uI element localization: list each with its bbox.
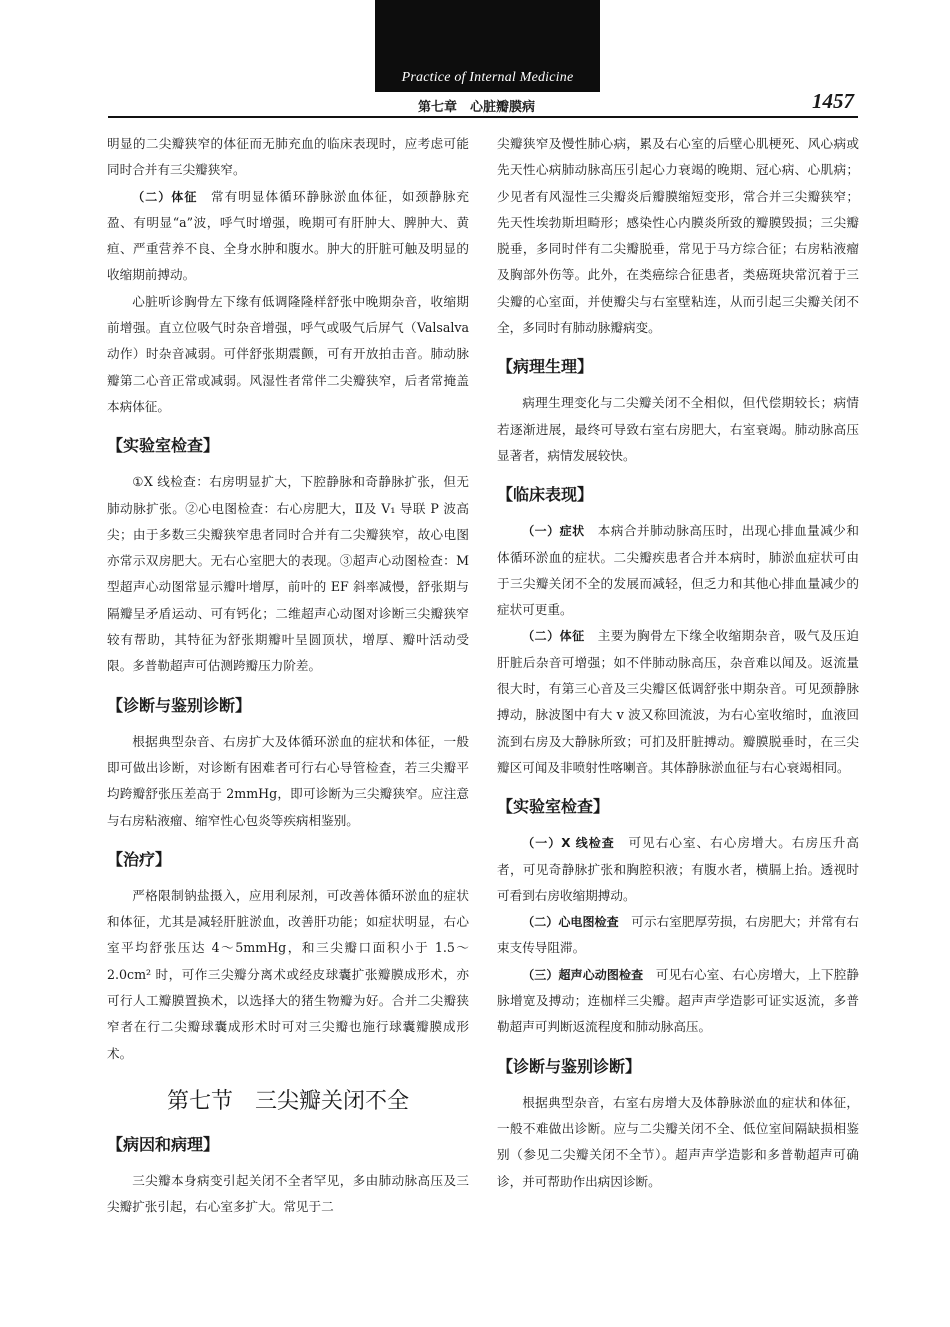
paragraph bbox=[497, 830, 859, 909]
section-title: 第七节 三尖瓣关闭不全 bbox=[166, 1088, 409, 1114]
subheading: （一）症状 bbox=[522, 524, 585, 539]
left-column bbox=[107, 131, 469, 1221]
paragraph-text: 可示右室肥厚劳损，右房肥大；并常有右束支传导阻滞。 bbox=[497, 914, 859, 956]
paragraph: 三尖瓣本身病变引起关闭不全者罕见，多由肺动脉高压及三尖瓣扩张引起，右心室多扩大。常见于二 bbox=[107, 1172, 469, 1215]
chapter-title: 第七章 心脏瓣膜病 bbox=[418, 100, 536, 115]
journal-title: Practice of Internal Medicine bbox=[401, 70, 574, 85]
section-heading: 【病因和病理】 bbox=[107, 1134, 220, 1154]
paragraph bbox=[497, 909, 859, 962]
paragraph: 根据典型杂音、右房扩大及体循环淤血的症状和体征，一般即可做出诊断，对诊断有困难者可行右心导管检查，若三尖瓣平均跨瓣舒张压差高于 2mmHg，即可诊断为三尖瓣狭窄。应注意与右房粘液瘤、缩窄性心包炎等疾病相鉴别。 bbox=[107, 733, 469, 828]
paragraph: ①X 线检查：右房明显扩大，下腔静脉和奇静脉扩张，但无肺动脉扩张。②心电图检查：右心房肥大，Ⅱ及 V₁ 导联 P 波高尖；由于多数三尖瓣狭窄患者同时合并有二尖瓣狭窄，故心电图亦常示双房肥大。无右心室肥大的表现。③超声心动图检查：M 型超声心动图常显示瓣叶增厚，前叶的 EF 斜率减慢，舒张期与隔瓣呈矛盾运动、可有钙化；二维超声心动图对诊断三尖瓣狭窄较有帮助，其特征为舒张期瓣叶呈圆顶状，增厚、瓣叶活动受限。多普勒超声可估测跨瓣压力阶差。 bbox=[107, 474, 469, 674]
paragraph bbox=[497, 518, 859, 623]
section-heading: 【治疗】 bbox=[107, 849, 172, 869]
paragraph bbox=[107, 184, 469, 289]
paragraph: 病理生理变化与二尖瓣关闭不全相似，但代偿期较长；病情若逐渐进展，最终可导致右室右房肥大，右室衰竭。肺动脉高压显著者，病情发展较快。 bbox=[497, 395, 859, 463]
section-heading: 【诊断与鉴别诊断】 bbox=[107, 695, 252, 715]
header-rule bbox=[108, 116, 858, 118]
paragraph: 明显的二尖瓣狭窄的体征而无肺充血的临床表现时，应考虑可能同时合并有三尖瓣狭窄。 bbox=[107, 136, 469, 178]
section-heading: 【实验室检查】 bbox=[497, 797, 610, 817]
paragraph: 根据典型杂音，右室右房增大及体静脉淤血的症状和体征，一般不难做出诊断。应与二尖瓣关闭不全、低位室间隔缺损相鉴别（参见二尖瓣关闭不全节）。超声声学造影和多普勒超声可确诊，并可帮助作出病因诊断。 bbox=[497, 1094, 859, 1189]
journal-banner bbox=[375, 0, 600, 92]
section-heading: 【实验室检查】 bbox=[107, 436, 220, 456]
paragraph: 尖瓣狭窄及慢性肺心病，累及右心室的后壁心肌梗死、风心病或先天性心病肺动脉高压引起心力衰竭的晚期、冠心病、心肌病；少见者有风湿性三尖瓣炎后瓣膜缩短变形，常合并三尖瓣狭窄；先天性埃勃斯坦畸形；感染性心内膜炎所致的瓣膜毁损；三尖瓣脱垂，多同时伴有二尖瓣脱垂，常见于马方综合征；右房粘液瘤及胸部外伤等。此外，在类癌综合征患者，类癌斑块常沉着于三尖瓣的心室面，并使瓣尖与右室壁粘连，从而引起三尖瓣关闭不全，多同时有肺动脉瓣病变。 bbox=[497, 136, 859, 336]
page-number: 1457 bbox=[812, 89, 854, 113]
section-heading: 【临床表现】 bbox=[497, 485, 594, 505]
subheading: （二）体征 bbox=[522, 629, 585, 644]
paragraph-text: 本病合并肺动脉高压时，出现心排血量减少和体循环淤血的症状。二尖瓣疾患者合并本病时，肺淤血症状可由于三尖瓣关闭不全的发展而减轻，但乏力和其他心排血量减少的症状可更重。 bbox=[497, 523, 859, 618]
subheading: （二）体征 bbox=[132, 189, 198, 204]
section-heading: 【诊断与鉴别诊断】 bbox=[497, 1056, 642, 1076]
paragraph: 心脏听诊胸骨左下缘有低调隆隆样舒张中晚期杂音，收缩期前增强。直立位吸气时杂音增强，呼气或吸气后屏气（Valsalva 动作）时杂音减弱。可伴舒张期震颤，可有开放拍击音。肺动脉瓣第二心音正常或减弱。风湿性者常伴二尖瓣狭窄，后者常掩盖本病体征。 bbox=[107, 293, 469, 414]
paragraph bbox=[497, 623, 859, 781]
subheading: （二）心电图检查 bbox=[522, 915, 619, 930]
paragraph: 严格限制钠盐摄入，应用利尿剂，可改善体循环淤血的症状和体征，尤其是减轻肝脏淤血，改善肝功能；如症状明显，右心室平均舒张压达 4～5mmHg，和三尖瓣口面积小于 1.5～2.0cm² 时，可作三尖瓣分离术或经皮球囊扩张瓣膜成形术，亦可行人工瓣膜置换术，以选择大的猪生物瓣为好。合并二尖瓣狭窄者在行二尖瓣球囊成形术时可对三尖瓣也施行球囊瓣膜成形术。 bbox=[107, 887, 469, 1061]
paragraph-text: 可见右心室、右心房增大。右房压升高者，可见奇静脉扩张和胸腔积液；有腹水者，横膈上抬。透视时可看到右房收缩期搏动。 bbox=[497, 835, 860, 903]
paragraph-text: 可见右心室、右心房增大，上下腔静脉增宽及搏动；连枷样三尖瓣。超声声学造影可证实返流，多普勒超声可判断返流程度和肺动脉高压。 bbox=[497, 966, 859, 1035]
right-column bbox=[497, 131, 859, 1195]
paragraph bbox=[497, 962, 859, 1041]
subheading: （三）超声心动图检查 bbox=[522, 967, 644, 982]
paragraph-text: 主要为胸骨左下缘全收缩期杂音，吸气及压迫肝脏后杂音可增强；如不伴肺动脉高压，杂音难以闻及。返流量很大时，有第三心音及三尖瓣区低调舒张中期杂音。可见颈静脉搏动，脉波图中有大 v 波又称回流波，为右心室收缩时，血液回流到右房及大静脉所致；可扪及肝脏搏动。瓣膜脱垂时，在三尖瓣区可闻及非喷射性喀喇音。其体静脉淤血征与右心衰竭相同。 bbox=[497, 628, 859, 775]
subheading: （一）X 线检查 bbox=[522, 836, 615, 851]
section-heading: 【病理生理】 bbox=[497, 357, 594, 377]
paragraph-text: 常有明显体循环静脉淤血体征，如颈静脉充盈、有明显“a”波，呼气时增强，晚期可有肝肿大、脾肿大、黄疸、严重营养不良、全身水肿和腹水。肿大的肝脏可触及明显的收缩期前搏动。 bbox=[107, 188, 469, 283]
